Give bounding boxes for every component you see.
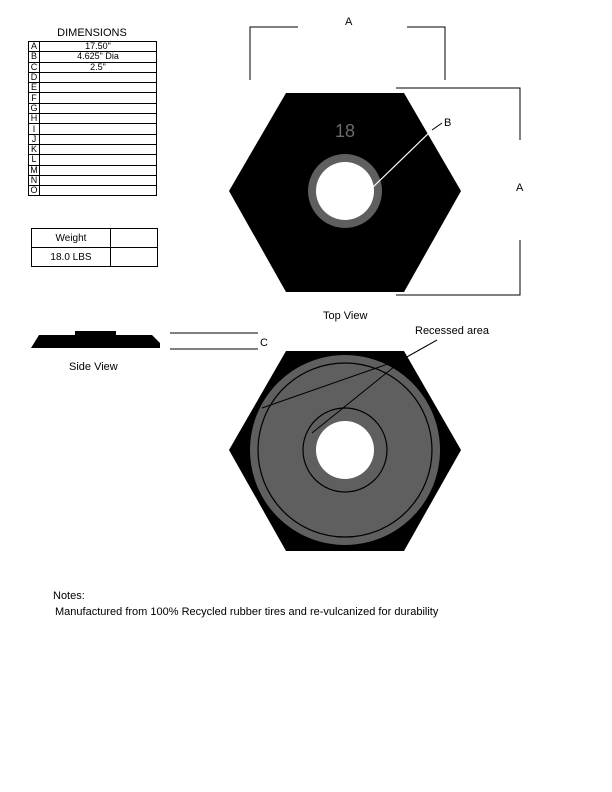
- dimension-letter: N: [29, 175, 40, 185]
- dimension-letter: C: [29, 62, 40, 72]
- side-view-caption: Side View: [69, 361, 118, 373]
- dimension-letter: B: [29, 52, 40, 62]
- dimension-letter: O: [30, 185, 38, 196]
- dimension-value: 17.50": [40, 42, 157, 52]
- weight-label: Weight: [32, 229, 111, 248]
- dimension-letter: L: [29, 155, 40, 165]
- dimension-value: 4.625" Dia: [40, 52, 157, 62]
- top-view-hole: [316, 162, 374, 220]
- side-view-profile: [31, 331, 160, 348]
- dimension-letter: I: [29, 124, 40, 134]
- dimension-value: 2.5": [40, 62, 157, 72]
- dimension-label-c: C: [260, 337, 268, 349]
- recessed-area-label: Recessed area: [415, 325, 489, 337]
- notes-title: Notes:: [53, 590, 85, 602]
- dimension-bracket-width: [250, 27, 298, 80]
- dimension-label-a-top: A: [345, 16, 353, 28]
- weight-molded-number: 18: [334, 121, 356, 141]
- dimension-letter: M: [30, 164, 38, 175]
- notes-text: Manufactured from 100% Recycled rubber tires and re-vulcanized for durability: [55, 606, 439, 618]
- dimension-letter: K: [29, 144, 40, 154]
- bottom-view-hole: [316, 421, 374, 479]
- leader-line-b-ext: [432, 123, 442, 130]
- top-view-caption: Top View: [323, 310, 368, 322]
- dimension-label-b: B: [444, 117, 452, 129]
- dimension-letter: E: [29, 83, 40, 93]
- dimension-bracket-width-right: [407, 27, 445, 80]
- dimension-letter: J: [29, 134, 40, 144]
- dimension-label-a-side: A: [516, 182, 524, 194]
- dimension-letter: A: [29, 42, 40, 52]
- dimension-letter: G: [30, 102, 38, 113]
- weight-value: 18.0 LBS: [32, 248, 111, 267]
- dimensions-title: DIMENSIONS: [57, 27, 127, 39]
- notes-section: [53, 588, 438, 620]
- dimension-letter: F: [29, 93, 40, 103]
- dimension-letter: D: [29, 72, 40, 82]
- dimension-letter: H: [29, 114, 40, 124]
